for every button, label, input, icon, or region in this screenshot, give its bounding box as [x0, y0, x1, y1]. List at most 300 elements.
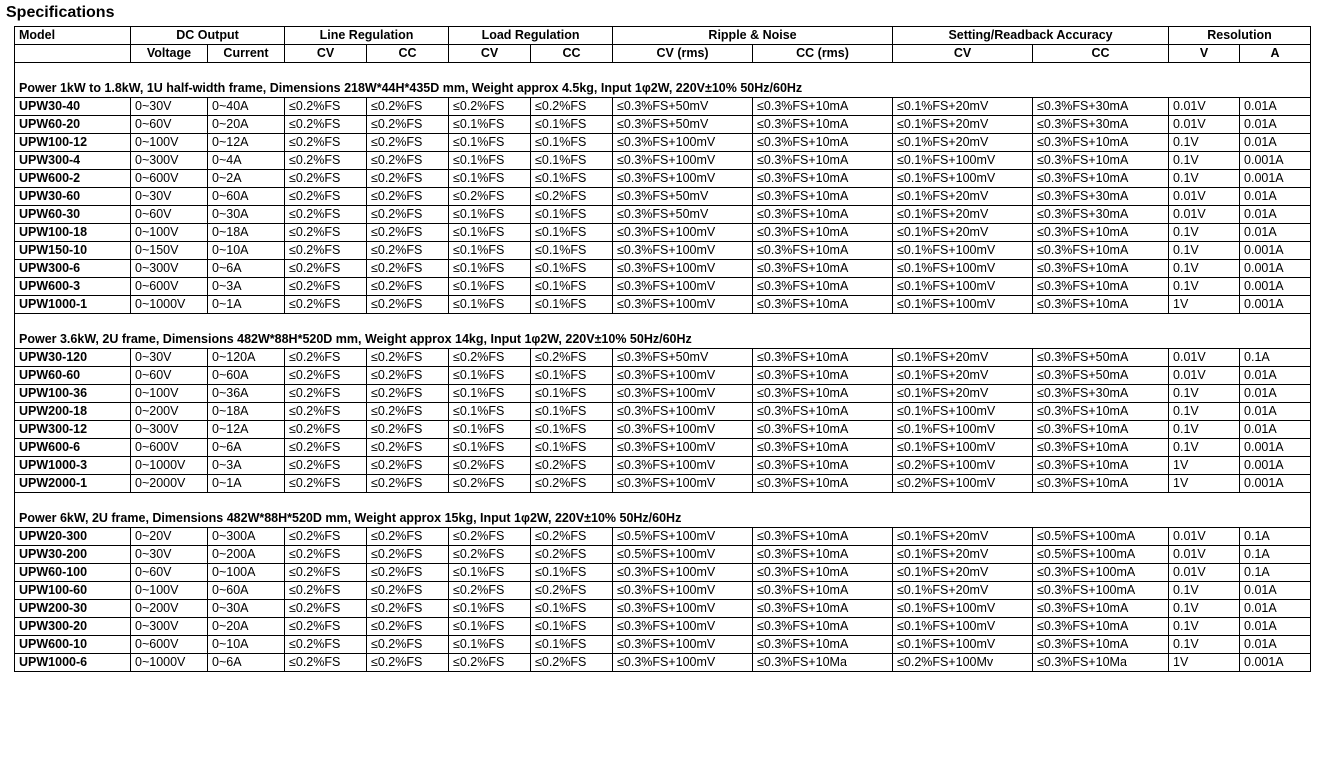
cell-ripple-cv-rms: ≤0.3%FS+50mV — [613, 206, 753, 224]
cell-line-cc: ≤0.2%FS — [367, 439, 449, 457]
cell-ripple-cc-rms: ≤0.3%FS+10mA — [753, 260, 893, 278]
cell-current: 0~36A — [208, 385, 285, 403]
cell-line-cv: ≤0.2%FS — [285, 654, 367, 672]
cell-accuracy-cc: ≤0.3%FS+100mA — [1033, 582, 1169, 600]
table-row — [15, 546, 1311, 564]
cell-accuracy-cc: ≤0.5%FS+100mA — [1033, 546, 1169, 564]
cell-resolution-v: 1V — [1169, 457, 1240, 475]
cell-resolution-a: 0.01A — [1240, 98, 1311, 116]
cell-model: UPW1000-3 — [15, 457, 131, 475]
cell-load-cc: ≤0.1%FS — [531, 564, 613, 582]
section-title: Power 1kW to 1.8kW, 1U half-width frame, Dimensions 218W*44H*435D mm, Weight approx 4.5kg, Input 1φ2W, 220V±10% 50Hz/60Hz — [15, 80, 1311, 98]
cell-resolution-a: 0.001A — [1240, 457, 1311, 475]
cell-line-cv: ≤0.2%FS — [285, 152, 367, 170]
cell-load-cc: ≤0.1%FS — [531, 618, 613, 636]
cell-ripple-cv-rms: ≤0.3%FS+100mV — [613, 457, 753, 475]
cell-resolution-v: 1V — [1169, 296, 1240, 314]
cell-line-cv: ≤0.2%FS — [285, 564, 367, 582]
cell-ripple-cc-rms: ≤0.3%FS+10mA — [753, 367, 893, 385]
cell-resolution-a: 0.001A — [1240, 296, 1311, 314]
cell-accuracy-cv: ≤0.1%FS+20mV — [893, 116, 1033, 134]
cell-ripple-cc-rms: ≤0.3%FS+10mA — [753, 134, 893, 152]
cell-resolution-a: 0.01A — [1240, 582, 1311, 600]
cell-resolution-v: 0.01V — [1169, 188, 1240, 206]
header-resolution-v: V — [1169, 45, 1240, 63]
cell-voltage: 0~100V — [131, 385, 208, 403]
cell-current: 0~6A — [208, 260, 285, 278]
cell-load-cv: ≤0.1%FS — [449, 385, 531, 403]
cell-ripple-cv-rms: ≤0.3%FS+100mV — [613, 278, 753, 296]
cell-load-cv: ≤0.2%FS — [449, 475, 531, 493]
cell-ripple-cv-rms: ≤0.3%FS+100mV — [613, 403, 753, 421]
cell-line-cv: ≤0.2%FS — [285, 206, 367, 224]
cell-voltage: 0~60V — [131, 564, 208, 582]
cell-resolution-a: 0.01A — [1240, 600, 1311, 618]
cell-current: 0~300A — [208, 528, 285, 546]
cell-voltage: 0~30V — [131, 98, 208, 116]
cell-model: UPW60-60 — [15, 367, 131, 385]
cell-current: 0~40A — [208, 98, 285, 116]
header-current: Current — [208, 45, 285, 63]
cell-resolution-v: 0.1V — [1169, 403, 1240, 421]
cell-model: UPW30-60 — [15, 188, 131, 206]
table-row — [15, 457, 1311, 475]
cell-model: UPW100-60 — [15, 582, 131, 600]
cell-current: 0~12A — [208, 134, 285, 152]
cell-voltage: 0~150V — [131, 242, 208, 260]
cell-ripple-cv-rms: ≤0.3%FS+100mV — [613, 600, 753, 618]
cell-accuracy-cc: ≤0.3%FS+10mA — [1033, 278, 1169, 296]
cell-load-cv: ≤0.1%FS — [449, 206, 531, 224]
cell-resolution-v: 0.01V — [1169, 349, 1240, 367]
cell-load-cc: ≤0.1%FS — [531, 600, 613, 618]
cell-voltage: 0~30V — [131, 349, 208, 367]
cell-line-cv: ≤0.2%FS — [285, 296, 367, 314]
cell-line-cc: ≤0.2%FS — [367, 421, 449, 439]
cell-voltage: 0~100V — [131, 134, 208, 152]
cell-line-cc: ≤0.2%FS — [367, 600, 449, 618]
table-row — [15, 367, 1311, 385]
cell-line-cc: ≤0.2%FS — [367, 636, 449, 654]
table-row — [15, 188, 1311, 206]
cell-load-cc: ≤0.1%FS — [531, 152, 613, 170]
cell-ripple-cc-rms: ≤0.3%FS+10mA — [753, 582, 893, 600]
cell-accuracy-cc: ≤0.3%FS+10mA — [1033, 242, 1169, 260]
cell-line-cc: ≤0.2%FS — [367, 152, 449, 170]
cell-resolution-v: 0.1V — [1169, 260, 1240, 278]
cell-ripple-cv-rms: ≤0.3%FS+100mV — [613, 224, 753, 242]
cell-load-cv: ≤0.1%FS — [449, 116, 531, 134]
section-spacer — [15, 493, 1311, 511]
cell-resolution-a: 0.01A — [1240, 403, 1311, 421]
section-header-row — [15, 510, 1311, 528]
cell-current: 0~18A — [208, 224, 285, 242]
cell-resolution-v: 0.1V — [1169, 242, 1240, 260]
cell-ripple-cc-rms: ≤0.3%FS+10mA — [753, 439, 893, 457]
cell-model: UPW300-4 — [15, 152, 131, 170]
cell-resolution-a: 0.001A — [1240, 475, 1311, 493]
cell-voltage: 0~300V — [131, 618, 208, 636]
cell-accuracy-cv: ≤0.1%FS+100mV — [893, 260, 1033, 278]
cell-resolution-v: 1V — [1169, 475, 1240, 493]
cell-current: 0~10A — [208, 636, 285, 654]
cell-line-cc: ≤0.2%FS — [367, 278, 449, 296]
cell-resolution-v: 0.1V — [1169, 439, 1240, 457]
header-load-cv: CV — [449, 45, 531, 63]
table-body — [15, 63, 1311, 672]
cell-model: UPW150-10 — [15, 242, 131, 260]
cell-voltage: 0~30V — [131, 546, 208, 564]
cell-current: 0~100A — [208, 564, 285, 582]
section-title: Power 6kW, 2U frame, Dimensions 482W*88H*520D mm, Weight approx 15kg, Input 1φ2W, 220V±10% 50Hz/60Hz — [15, 510, 1311, 528]
cell-model: UPW1000-1 — [15, 296, 131, 314]
cell-model: UPW100-12 — [15, 134, 131, 152]
cell-line-cv: ≤0.2%FS — [285, 618, 367, 636]
cell-line-cc: ≤0.2%FS — [367, 116, 449, 134]
cell-line-cc: ≤0.2%FS — [367, 546, 449, 564]
cell-resolution-a: 0.1A — [1240, 528, 1311, 546]
cell-resolution-v: 0.1V — [1169, 582, 1240, 600]
cell-voltage: 0~600V — [131, 636, 208, 654]
cell-ripple-cc-rms: ≤0.3%FS+10mA — [753, 636, 893, 654]
cell-resolution-a: 0.01A — [1240, 385, 1311, 403]
cell-load-cv: ≤0.2%FS — [449, 582, 531, 600]
cell-resolution-a: 0.001A — [1240, 152, 1311, 170]
cell-resolution-v: 0.01V — [1169, 206, 1240, 224]
cell-load-cc: ≤0.2%FS — [531, 654, 613, 672]
section-spacer-cell — [15, 63, 1311, 81]
cell-line-cc: ≤0.2%FS — [367, 260, 449, 278]
cell-accuracy-cv: ≤0.1%FS+20mV — [893, 224, 1033, 242]
header-accuracy-cc: CC — [1033, 45, 1169, 63]
cell-ripple-cc-rms: ≤0.3%FS+10mA — [753, 475, 893, 493]
table-row — [15, 600, 1311, 618]
cell-resolution-v: 0.1V — [1169, 170, 1240, 188]
cell-line-cv: ≤0.2%FS — [285, 439, 367, 457]
cell-accuracy-cc: ≤0.3%FS+10mA — [1033, 618, 1169, 636]
cell-ripple-cv-rms: ≤0.3%FS+100mV — [613, 636, 753, 654]
cell-voltage: 0~100V — [131, 224, 208, 242]
cell-ripple-cv-rms: ≤0.3%FS+100mV — [613, 296, 753, 314]
cell-model: UPW600-10 — [15, 636, 131, 654]
header-model: Model — [15, 27, 131, 45]
cell-resolution-a: 0.001A — [1240, 242, 1311, 260]
cell-line-cv: ≤0.2%FS — [285, 475, 367, 493]
cell-current: 0~6A — [208, 654, 285, 672]
cell-load-cc: ≤0.2%FS — [531, 457, 613, 475]
cell-resolution-v: 0.1V — [1169, 152, 1240, 170]
cell-model: UPW600-6 — [15, 439, 131, 457]
cell-resolution-a: 0.001A — [1240, 654, 1311, 672]
cell-ripple-cv-rms: ≤0.3%FS+100mV — [613, 134, 753, 152]
cell-load-cv: ≤0.1%FS — [449, 134, 531, 152]
cell-line-cc: ≤0.2%FS — [367, 134, 449, 152]
cell-resolution-a: 0.01A — [1240, 206, 1311, 224]
table-row — [15, 170, 1311, 188]
cell-model: UPW20-300 — [15, 528, 131, 546]
cell-current: 0~18A — [208, 403, 285, 421]
cell-accuracy-cv: ≤0.1%FS+100mV — [893, 439, 1033, 457]
cell-accuracy-cv: ≤0.1%FS+20mV — [893, 134, 1033, 152]
cell-ripple-cc-rms: ≤0.3%FS+10mA — [753, 421, 893, 439]
cell-ripple-cv-rms: ≤0.3%FS+50mV — [613, 98, 753, 116]
header-dc-output: DC Output — [131, 27, 285, 45]
table-row — [15, 224, 1311, 242]
cell-line-cv: ≤0.2%FS — [285, 421, 367, 439]
table-row — [15, 206, 1311, 224]
cell-line-cv: ≤0.2%FS — [285, 385, 367, 403]
cell-ripple-cc-rms: ≤0.3%FS+10mA — [753, 457, 893, 475]
table-row — [15, 564, 1311, 582]
cell-accuracy-cc: ≤0.3%FS+10mA — [1033, 475, 1169, 493]
cell-load-cc: ≤0.1%FS — [531, 134, 613, 152]
cell-resolution-a: 0.001A — [1240, 278, 1311, 296]
cell-accuracy-cv: ≤0.1%FS+20mV — [893, 349, 1033, 367]
cell-load-cv: ≤0.1%FS — [449, 296, 531, 314]
cell-current: 0~60A — [208, 367, 285, 385]
header-load-regulation: Load Regulation — [449, 27, 613, 45]
cell-ripple-cv-rms: ≤0.3%FS+100mV — [613, 421, 753, 439]
cell-resolution-v: 0.1V — [1169, 421, 1240, 439]
cell-load-cv: ≤0.1%FS — [449, 636, 531, 654]
cell-line-cv: ≤0.2%FS — [285, 134, 367, 152]
cell-ripple-cv-rms: ≤0.3%FS+50mV — [613, 188, 753, 206]
cell-load-cc: ≤0.1%FS — [531, 296, 613, 314]
section-spacer — [15, 63, 1311, 81]
section-spacer-cell — [15, 493, 1311, 511]
cell-line-cc: ≤0.2%FS — [367, 654, 449, 672]
cell-load-cv: ≤0.2%FS — [449, 546, 531, 564]
section-title: Power 3.6kW, 2U frame, Dimensions 482W*88H*520D mm, Weight approx 14kg, Input 1φ2W, 220V±10% 50Hz/60Hz — [15, 331, 1311, 349]
cell-accuracy-cv: ≤0.1%FS+20mV — [893, 367, 1033, 385]
cell-accuracy-cv: ≤0.1%FS+100mV — [893, 403, 1033, 421]
cell-ripple-cv-rms: ≤0.3%FS+100mV — [613, 582, 753, 600]
cell-line-cc: ≤0.2%FS — [367, 349, 449, 367]
cell-accuracy-cc: ≤0.3%FS+10mA — [1033, 224, 1169, 242]
cell-load-cc: ≤0.1%FS — [531, 206, 613, 224]
cell-line-cc: ≤0.2%FS — [367, 564, 449, 582]
cell-resolution-v: 0.1V — [1169, 385, 1240, 403]
cell-ripple-cv-rms: ≤0.3%FS+100mV — [613, 564, 753, 582]
cell-line-cc: ≤0.2%FS — [367, 296, 449, 314]
cell-accuracy-cc: ≤0.5%FS+100mA — [1033, 528, 1169, 546]
header-line-cv: CV — [285, 45, 367, 63]
cell-resolution-v: 0.1V — [1169, 618, 1240, 636]
table-row — [15, 618, 1311, 636]
table-row — [15, 439, 1311, 457]
cell-accuracy-cv: ≤0.1%FS+20mV — [893, 546, 1033, 564]
cell-load-cc: ≤0.1%FS — [531, 367, 613, 385]
cell-line-cv: ≤0.2%FS — [285, 188, 367, 206]
cell-load-cv: ≤0.1%FS — [449, 403, 531, 421]
cell-load-cc: ≤0.1%FS — [531, 403, 613, 421]
cell-load-cc: ≤0.2%FS — [531, 582, 613, 600]
cell-accuracy-cv: ≤0.1%FS+100mV — [893, 278, 1033, 296]
cell-accuracy-cc: ≤0.3%FS+30mA — [1033, 116, 1169, 134]
cell-ripple-cv-rms: ≤0.3%FS+100mV — [613, 170, 753, 188]
cell-load-cv: ≤0.2%FS — [449, 654, 531, 672]
cell-resolution-v: 0.01V — [1169, 564, 1240, 582]
cell-line-cv: ≤0.2%FS — [285, 98, 367, 116]
header-accuracy: Setting/Readback Accuracy — [893, 27, 1169, 45]
cell-resolution-a: 0.01A — [1240, 224, 1311, 242]
cell-voltage: 0~600V — [131, 278, 208, 296]
cell-ripple-cv-rms: ≤0.3%FS+100mV — [613, 152, 753, 170]
table-row — [15, 98, 1311, 116]
cell-ripple-cc-rms: ≤0.3%FS+10mA — [753, 242, 893, 260]
cell-accuracy-cv: ≤0.1%FS+100mV — [893, 636, 1033, 654]
cell-accuracy-cc: ≤0.3%FS+10mA — [1033, 439, 1169, 457]
cell-ripple-cc-rms: ≤0.3%FS+10mA — [753, 600, 893, 618]
cell-ripple-cc-rms: ≤0.3%FS+10mA — [753, 278, 893, 296]
cell-ripple-cc-rms: ≤0.3%FS+10Ma — [753, 654, 893, 672]
header-model-sub — [15, 45, 131, 63]
cell-model: UPW300-6 — [15, 260, 131, 278]
cell-accuracy-cc: ≤0.3%FS+30mA — [1033, 188, 1169, 206]
cell-voltage: 0~1000V — [131, 654, 208, 672]
cell-ripple-cc-rms: ≤0.3%FS+10mA — [753, 349, 893, 367]
cell-accuracy-cc: ≤0.3%FS+10mA — [1033, 170, 1169, 188]
cell-model: UPW60-100 — [15, 564, 131, 582]
cell-resolution-a: 0.001A — [1240, 439, 1311, 457]
cell-load-cc: ≤0.2%FS — [531, 528, 613, 546]
table-row — [15, 134, 1311, 152]
cell-line-cv: ≤0.2%FS — [285, 528, 367, 546]
cell-load-cc: ≤0.1%FS — [531, 224, 613, 242]
cell-load-cv: ≤0.2%FS — [449, 457, 531, 475]
cell-line-cv: ≤0.2%FS — [285, 582, 367, 600]
cell-ripple-cc-rms: ≤0.3%FS+10mA — [753, 116, 893, 134]
cell-ripple-cc-rms: ≤0.3%FS+10mA — [753, 224, 893, 242]
cell-load-cc: ≤0.1%FS — [531, 421, 613, 439]
cell-line-cc: ≤0.2%FS — [367, 170, 449, 188]
cell-load-cc: ≤0.1%FS — [531, 278, 613, 296]
cell-model: UPW600-3 — [15, 278, 131, 296]
cell-current: 0~6A — [208, 439, 285, 457]
cell-model: UPW2000-1 — [15, 475, 131, 493]
cell-ripple-cv-rms: ≤0.3%FS+100mV — [613, 475, 753, 493]
cell-load-cv: ≤0.2%FS — [449, 188, 531, 206]
header-line-regulation: Line Regulation — [285, 27, 449, 45]
cell-load-cc: ≤0.1%FS — [531, 170, 613, 188]
cell-ripple-cv-rms: ≤0.3%FS+50mV — [613, 349, 753, 367]
cell-model: UPW100-18 — [15, 224, 131, 242]
cell-ripple-cv-rms: ≤0.3%FS+100mV — [613, 385, 753, 403]
cell-ripple-cc-rms: ≤0.3%FS+10mA — [753, 296, 893, 314]
cell-load-cc: ≤0.1%FS — [531, 116, 613, 134]
specifications-table — [14, 26, 1311, 672]
cell-line-cc: ≤0.2%FS — [367, 224, 449, 242]
cell-accuracy-cv: ≤0.1%FS+100mV — [893, 421, 1033, 439]
cell-load-cv: ≤0.2%FS — [449, 528, 531, 546]
cell-model: UPW1000-6 — [15, 654, 131, 672]
cell-voltage: 0~1000V — [131, 296, 208, 314]
cell-accuracy-cv: ≤0.1%FS+100mV — [893, 296, 1033, 314]
cell-accuracy-cc: ≤0.3%FS+10mA — [1033, 296, 1169, 314]
cell-model: UPW200-18 — [15, 403, 131, 421]
section-header-row — [15, 80, 1311, 98]
table-row — [15, 349, 1311, 367]
cell-current: 0~200A — [208, 546, 285, 564]
cell-accuracy-cc: ≤0.3%FS+10Ma — [1033, 654, 1169, 672]
cell-load-cv: ≤0.1%FS — [449, 242, 531, 260]
cell-accuracy-cv: ≤0.2%FS+100Mv — [893, 654, 1033, 672]
cell-resolution-v: 0.01V — [1169, 528, 1240, 546]
cell-accuracy-cc: ≤0.3%FS+100mA — [1033, 564, 1169, 582]
section-spacer-cell — [15, 314, 1311, 332]
table-row — [15, 403, 1311, 421]
table-row — [15, 582, 1311, 600]
cell-accuracy-cc: ≤0.3%FS+30mA — [1033, 206, 1169, 224]
cell-accuracy-cv: ≤0.1%FS+20mV — [893, 98, 1033, 116]
cell-line-cv: ≤0.2%FS — [285, 636, 367, 654]
cell-voltage: 0~60V — [131, 367, 208, 385]
cell-line-cv: ≤0.2%FS — [285, 349, 367, 367]
cell-model: UPW100-36 — [15, 385, 131, 403]
cell-ripple-cc-rms: ≤0.3%FS+10mA — [753, 403, 893, 421]
cell-ripple-cc-rms: ≤0.3%FS+10mA — [753, 385, 893, 403]
cell-voltage: 0~600V — [131, 439, 208, 457]
cell-accuracy-cv: ≤0.1%FS+20mV — [893, 564, 1033, 582]
table-row — [15, 421, 1311, 439]
cell-line-cv: ≤0.2%FS — [285, 116, 367, 134]
cell-accuracy-cv: ≤0.1%FS+20mV — [893, 528, 1033, 546]
cell-load-cv: ≤0.1%FS — [449, 367, 531, 385]
cell-line-cv: ≤0.2%FS — [285, 600, 367, 618]
section-spacer — [15, 314, 1311, 332]
table-row — [15, 475, 1311, 493]
cell-accuracy-cc: ≤0.3%FS+30mA — [1033, 385, 1169, 403]
cell-accuracy-cv: ≤0.2%FS+100mV — [893, 457, 1033, 475]
cell-load-cc: ≤0.1%FS — [531, 385, 613, 403]
header-voltage: Voltage — [131, 45, 208, 63]
cell-resolution-v: 1V — [1169, 654, 1240, 672]
cell-line-cv: ≤0.2%FS — [285, 224, 367, 242]
cell-model: UPW200-30 — [15, 600, 131, 618]
cell-ripple-cc-rms: ≤0.3%FS+10mA — [753, 618, 893, 636]
cell-model: UPW30-40 — [15, 98, 131, 116]
cell-line-cv: ≤0.2%FS — [285, 278, 367, 296]
cell-load-cv: ≤0.1%FS — [449, 170, 531, 188]
cell-current: 0~12A — [208, 421, 285, 439]
cell-accuracy-cc: ≤0.3%FS+50mA — [1033, 349, 1169, 367]
cell-ripple-cv-rms: ≤0.3%FS+100mV — [613, 618, 753, 636]
cell-load-cv: ≤0.1%FS — [449, 260, 531, 278]
cell-model: UPW300-20 — [15, 618, 131, 636]
cell-accuracy-cv: ≤0.1%FS+100mV — [893, 170, 1033, 188]
cell-resolution-a: 0.01A — [1240, 188, 1311, 206]
cell-ripple-cv-rms: ≤0.3%FS+100mV — [613, 654, 753, 672]
cell-voltage: 0~300V — [131, 152, 208, 170]
header-line-cc: CC — [367, 45, 449, 63]
cell-current: 0~60A — [208, 582, 285, 600]
cell-accuracy-cc: ≤0.3%FS+10mA — [1033, 457, 1169, 475]
cell-load-cc: ≤0.2%FS — [531, 188, 613, 206]
table-row — [15, 242, 1311, 260]
cell-accuracy-cv: ≤0.1%FS+20mV — [893, 385, 1033, 403]
cell-current: 0~1A — [208, 475, 285, 493]
cell-resolution-a: 0.1A — [1240, 349, 1311, 367]
cell-load-cc: ≤0.1%FS — [531, 242, 613, 260]
cell-resolution-a: 0.001A — [1240, 170, 1311, 188]
cell-ripple-cv-rms: ≤0.3%FS+100mV — [613, 367, 753, 385]
cell-accuracy-cc: ≤0.3%FS+10mA — [1033, 600, 1169, 618]
header-load-cc: CC — [531, 45, 613, 63]
table-row — [15, 296, 1311, 314]
cell-load-cv: ≤0.1%FS — [449, 439, 531, 457]
cell-voltage: 0~1000V — [131, 457, 208, 475]
cell-line-cc: ≤0.2%FS — [367, 475, 449, 493]
